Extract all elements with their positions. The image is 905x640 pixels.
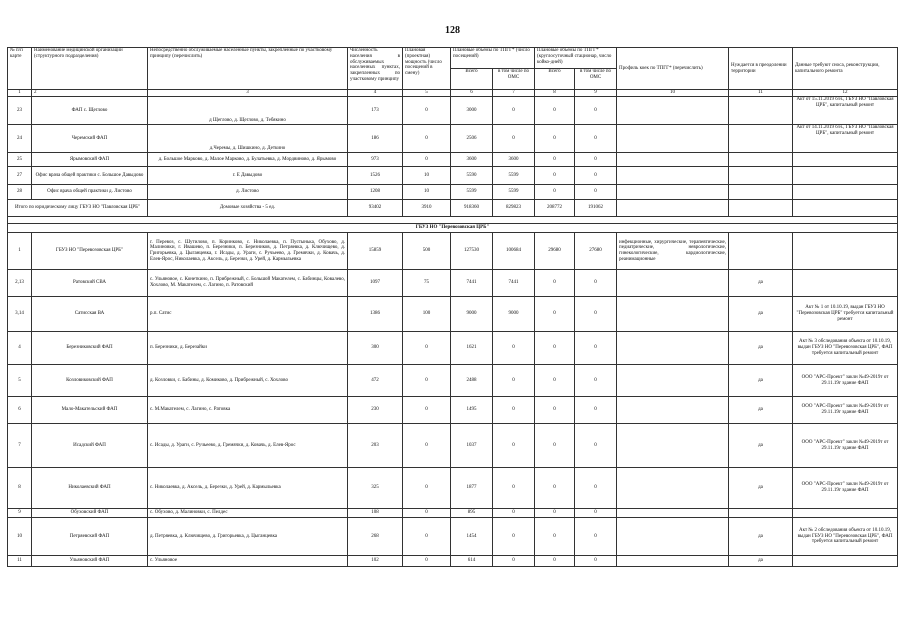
served-places: с. М.Макателем, с. Лагино, с. Ратовка [148,397,348,424]
bed-days-total: 0 [535,297,575,332]
visits-total: 895 [451,509,493,518]
table-row [8,556,898,567]
spacer-cell [8,217,898,224]
bed-days-oms: 0 [575,424,617,468]
served-places: с. Николаевка, д. Аксель, д. Березки, д. Урей, д. Кармыльевка [148,468,348,509]
needs-flag [729,153,793,167]
repair-note: ООО "АРС-Проект" заклн №49-2019т от 29.11.19г здание ФАП [793,424,898,468]
row-number: 6 [8,397,32,424]
bed-days-total: 0 [535,167,575,185]
bed-profile [617,424,729,468]
visits-oms: 7441 [493,270,535,297]
bed-days-oms: 0 [575,556,617,567]
org-name: Ярымовский ФАП [32,153,148,167]
org-name: Офис врача общей практики с. Большое Давыдово [32,167,148,185]
column-index-cell: 3 [148,90,348,97]
served-places: д. Листово [148,185,348,200]
bed-profile [617,270,729,297]
empty-cell [729,200,793,217]
needs-flag [729,509,793,518]
table-row [8,424,898,468]
org-name: Козловиковский ФАП [32,365,148,397]
row-number: 24 [8,125,32,153]
visits-oms: 0 [493,424,535,468]
bed-days-oms: 0 [575,297,617,332]
needs-flag: да [729,468,793,509]
bed-days-total: 0 [535,468,575,509]
table-row [8,185,898,200]
total-bed-days-oms: 191062 [575,200,617,217]
visits-oms: 3600 [493,153,535,167]
table-row [8,153,898,167]
table-row [8,509,898,518]
header-col67: Плановые объемы по ТПГГ* (число посещений) [451,48,535,69]
row-number: 11 [8,556,32,567]
row-number: 8 [8,468,32,509]
needs-flag: да [729,424,793,468]
visits-total: 1877 [451,468,493,509]
bed-days-total: 0 [535,518,575,556]
bed-days-oms: 0 [575,185,617,200]
column-index-cell: 9 [575,90,617,97]
total-bed-days: 208772 [535,200,575,217]
served-places: с. Обухово, д. Малиновки, с. Пелдес [148,509,348,518]
population: 268 [348,518,403,556]
served-places: д. Петряевка, д. Ключищево, д. Григорьевка, д. Цыганцевка [148,518,348,556]
served-places: с. Ульяновое, с. Конеткино, п. Прибрежный, с. Большой Макателем, с. Бабинцы, Ковалево, Хохлово, М. Макателем, с. Лагино, п. Ратовский [148,270,348,297]
spacer-row [8,217,898,224]
needs-flag [729,97,793,125]
capacity: 75 [403,270,451,297]
bed-profile: инфекционные, хирургические, терапевтические, педиатрические, неврологические, гинекологические, кардиологические, реанимационные [617,233,729,270]
column-index-cell: 5 [403,90,451,97]
org-name: Офис врача общей практики д. Листово [32,185,148,200]
table-row [8,365,898,397]
needs-flag [729,125,793,153]
bed-days-oms: 0 [575,270,617,297]
visits-total: 1037 [451,424,493,468]
visits-oms: 9000 [493,297,535,332]
visits-total: 127530 [451,233,493,270]
bed-days-total: 0 [535,556,575,567]
visits-total: 5599 [451,185,493,200]
empty-cell [617,200,729,217]
population: 973 [348,153,403,167]
served-places: г. Е Давыдово [148,167,348,185]
bed-days-total: 0 [535,270,575,297]
bed-days-oms: 0 [575,332,617,365]
bed-days-total: 0 [535,185,575,200]
section-title: ГБУЗ НО "Перевозовская ЦРБ" [8,224,898,233]
bed-profile [617,397,729,424]
served-places: д. Козловки, с. Бабины, д. Комиково, д. Прибрежный, с. Хохлово [148,365,348,397]
org-name: Обуховский ФАП [32,509,148,518]
population: 108 [348,509,403,518]
table-row [8,468,898,509]
table-row [8,332,898,365]
header-col6: Всего [451,69,493,90]
bed-profile [617,468,729,509]
header-col5: Плановая (проектная) мощность (число посещений в смену) [403,48,451,90]
served-places: д. Большое Марково, д. Малое Марково, д. Булатьевка, д. Мордвиново, д. Ярымово [148,153,348,167]
visits-oms: 5599 [493,167,535,185]
visits-total: 1454 [451,518,493,556]
total-population: 93402 [348,200,403,217]
bed-profile [617,153,729,167]
header-col2: Наименование медицинской организации (структурного подразделения) [32,48,148,90]
capacity: 0 [403,509,451,518]
capacity: 10 [403,185,451,200]
repair-note: Акт № 3 обследования объекта от 10.10.19, выдан ГБУЗ НО "Перевозовская ЦРБ", ФАП требуется капитальный ремонт [793,332,898,365]
needs-flag [729,233,793,270]
needs-flag: да [729,518,793,556]
capacity: 0 [403,556,451,567]
row-number: 5 [8,365,32,397]
row-number: 10 [8,518,32,556]
visits-oms: 0 [493,365,535,397]
org-name: Исадский ФАП [32,424,148,468]
bed-profile [617,297,729,332]
served-places: г. Перевоз, с. Шутилово, п. Коринково, с. Николаевка, п. Пустынька, Обухово, д. Малиновки, г. Ивашево, п. Березники, п. Березников, д. Петряевка, д. Ключищево, д. Григорьевка, д. Цыганцевка, г. Исады, д. Ураги, с. Ручьеево, д. Гремячки, д. Ковачь, д. Елев-Ярос, Николаевка, д. Аксель, д. Березки, д. Урей, д. Кармыльевка [148,233,348,270]
bed-days-oms: 0 [575,125,617,153]
population: 325 [348,468,403,509]
bed-days-total: 0 [535,509,575,518]
capacity: 0 [403,468,451,509]
visits-oms: 0 [493,509,535,518]
repair-note: ООО "АРС-Проект" заклн №49-2019т от 29.11.19г здание ФАП [793,397,898,424]
header-col1: № п/п карте [8,48,32,90]
column-index-row [8,90,898,97]
visits-oms: 0 [493,397,535,424]
bed-days-total: 0 [535,332,575,365]
bed-profile [617,509,729,518]
visits-total: 2506 [451,125,493,153]
bed-days-oms: 0 [575,397,617,424]
row-number: 2,13 [8,270,32,297]
visits-total: 614 [451,556,493,567]
visits-oms: 0 [493,556,535,567]
org-name: Ульяновский ФАП [32,556,148,567]
served-places: с. Исады, д. Ураги, с. Ручьеево, д. Гремячки, д. Ковачь, д. Елев-Ярос [148,424,348,468]
header-col10: Профиль коек по ТПГГ* (перечислить) [617,48,729,90]
org-name: Черемский ФАП [32,125,148,153]
page-number: 128 [445,25,460,36]
served-places: д.Черемы, д. Шишкино, д. Деткино [148,125,348,153]
population: 203 [348,424,403,468]
visits-oms: 0 [493,332,535,365]
row-number: 27 [8,167,32,185]
visits-total: 1621 [451,332,493,365]
column-index-cell: 1 [8,90,32,97]
population: 102 [348,556,403,567]
needs-flag: да [729,365,793,397]
bed-profile [617,125,729,153]
row-number: 4 [8,332,32,365]
visits-oms: 0 [493,518,535,556]
empty-cell [793,200,898,217]
needs-flag: да [729,297,793,332]
org-name: Николаевский ФАП [32,468,148,509]
total-row [8,200,898,217]
column-index-cell: 7 [493,90,535,97]
capacity: 0 [403,153,451,167]
bed-days-total: 0 [535,365,575,397]
row-number: 9 [8,509,32,518]
row-number: 1 [8,233,32,270]
repair-note: ООО "АРС-Проект" заклн №49-2019т от 29.11.19г здание ФАП [793,468,898,509]
total-label: Итого по юридическому лицу ГБУЗ НО "Павловская ЦРБ" [8,200,148,217]
capacity: 0 [403,332,451,365]
population: 1097 [348,270,403,297]
total-capacity: 3910 [403,200,451,217]
bed-profile [617,97,729,125]
bed-days-total: 0 [535,153,575,167]
needs-flag: да [729,332,793,365]
visits-total: 7441 [451,270,493,297]
repair-note [793,233,898,270]
total-places: Домовые хозяйства - 5 ед. [148,200,348,217]
population: 300 [348,332,403,365]
row-number: 23 [8,97,32,125]
table-row [8,125,898,153]
column-index-cell: 8 [535,90,575,97]
capacity: 10 [403,167,451,185]
table-row [8,518,898,556]
repair-note: ООО "АРС-Проект" заклн №49-2019т от 29.11.19г здание ФАП [793,365,898,397]
capacity: 100 [403,297,451,332]
population: 472 [348,365,403,397]
repair-note: Акт от 14.11.2019 б/н., ГБУЗ НО "Павловская ЦРБ", капитальный ремонт [793,125,898,153]
needs-flag: да [729,397,793,424]
header-col9: в том числе по ОМС [575,69,617,90]
repair-note: Акт № 2 обследования объекта от 10.10.19, выдан ГБУЗ НО "Перевозовская ЦРБ", ФАП требуется капитальный ремонт [793,518,898,556]
org-name: Сатисская ВА [32,297,148,332]
row-number: 7 [8,424,32,468]
row-number: 25 [8,153,32,167]
bed-days-total: 29680 [535,233,575,270]
population: 186 [348,125,403,153]
org-name: Мало-Макательский ФАП [32,397,148,424]
bed-days-oms: 0 [575,153,617,167]
bed-profile [617,518,729,556]
visits-total: 9000 [451,297,493,332]
bed-profile [617,332,729,365]
bed-days-oms: 0 [575,509,617,518]
repair-note: Акт от 15.11.2019 б/н., ГБУЗ НО "Павловская ЦРБ", капитальный ремонт [793,97,898,125]
header-col4: Численность населения в обслуживаемых населенных пунктах, закрепленных по участковому принципу [348,48,403,90]
org-name: Петряевский ФАП [32,518,148,556]
org-name: ГБУЗ НО "Перевозовская ЦРБ" [32,233,148,270]
column-index-cell: 4 [348,90,403,97]
header-col89: Плановые объемы по ТПГГ* (круглосуточный стационар, число койко-дней) [535,48,617,69]
org-name: Березниковский ФАП [32,332,148,365]
visits-oms: 0 [493,468,535,509]
visits-oms: 100684 [493,233,535,270]
row-number: 28 [8,185,32,200]
bed-days-oms: 0 [575,518,617,556]
repair-note [793,509,898,518]
header-row [8,48,898,69]
row-number: 3,14 [8,297,32,332]
column-index-cell: 10 [617,90,729,97]
section-row [8,224,898,233]
visits-total: 5590 [451,167,493,185]
header-col8: Всего [535,69,575,90]
served-places: с. Ульяновое [148,556,348,567]
bed-days-total: 0 [535,125,575,153]
needs-flag [729,185,793,200]
capacity: 0 [403,397,451,424]
org-name: ФАП с. Щеглово [32,97,148,125]
org-name: Ратовский СВА [32,270,148,297]
bed-days-total: 0 [535,424,575,468]
needs-flag: да [729,556,793,567]
bed-profile [617,167,729,185]
repair-note [793,167,898,185]
header-col11: Нуждается в преодолении территории [729,48,793,90]
capacity: 0 [403,125,451,153]
visits-total: 2488 [451,365,493,397]
repair-note [793,153,898,167]
capacity: 0 [403,365,451,397]
header-col3: Непосредственно обслуживаемые населенные пункты, закрепленные по участковому принципу (перечислить) [148,48,348,90]
bed-days-oms: 0 [575,167,617,185]
table-row [8,233,898,270]
bed-profile [617,185,729,200]
bed-days-oms: 0 [575,97,617,125]
table-row [8,97,898,125]
bed-days-total: 0 [535,397,575,424]
bed-profile [617,365,729,397]
visits-total: 1495 [451,397,493,424]
served-places: р.п. Сатис [148,297,348,332]
served-places: д Щеглово, д. Щеглово, д. Тебякино [148,97,348,125]
population: 1526 [348,167,403,185]
bed-days-total: 0 [535,97,575,125]
bed-days-oms: 0 [575,468,617,509]
bed-profile [617,556,729,567]
table-row [8,297,898,332]
visits-total: 3000 [451,97,493,125]
population: 230 [348,397,403,424]
header-col7: в том числе по ОМС [493,69,535,90]
table-row [8,270,898,297]
capacity: 0 [403,424,451,468]
population: 15859 [348,233,403,270]
population: 1386 [348,297,403,332]
column-index-cell: 12 [793,90,898,97]
visits-oms: 5599 [493,185,535,200]
population: 173 [348,97,403,125]
needs-flag: да [729,270,793,297]
table-row [8,397,898,424]
visits-total: 3600 [451,153,493,167]
total-visits-oms: 829823 [493,200,535,217]
column-index-cell: 11 [729,90,793,97]
repair-note [793,185,898,200]
column-index-cell: 6 [451,90,493,97]
data-table [7,47,898,567]
visits-oms: 0 [493,125,535,153]
capacity: 0 [403,97,451,125]
served-places: п. Березники, д. Березайки [148,332,348,365]
repair-note [793,556,898,567]
repair-note [793,270,898,297]
bed-days-oms: 27680 [575,233,617,270]
header-col12: Данные требуют сноса, реконструкции, капитального ремонта [793,48,898,90]
capacity: 500 [403,233,451,270]
needs-flag [729,167,793,185]
repair-note: Акт № 1 от 10.10.19, выдан ГБУЗ НО "Перевозовская ЦРБ" требуется капитальный ремонт [793,297,898,332]
column-index-cell: 2 [32,90,148,97]
total-visits: 918360 [451,200,493,217]
table-row [8,167,898,185]
visits-oms: 0 [493,97,535,125]
capacity: 0 [403,518,451,556]
population: 1208 [348,185,403,200]
bed-days-oms: 0 [575,365,617,397]
